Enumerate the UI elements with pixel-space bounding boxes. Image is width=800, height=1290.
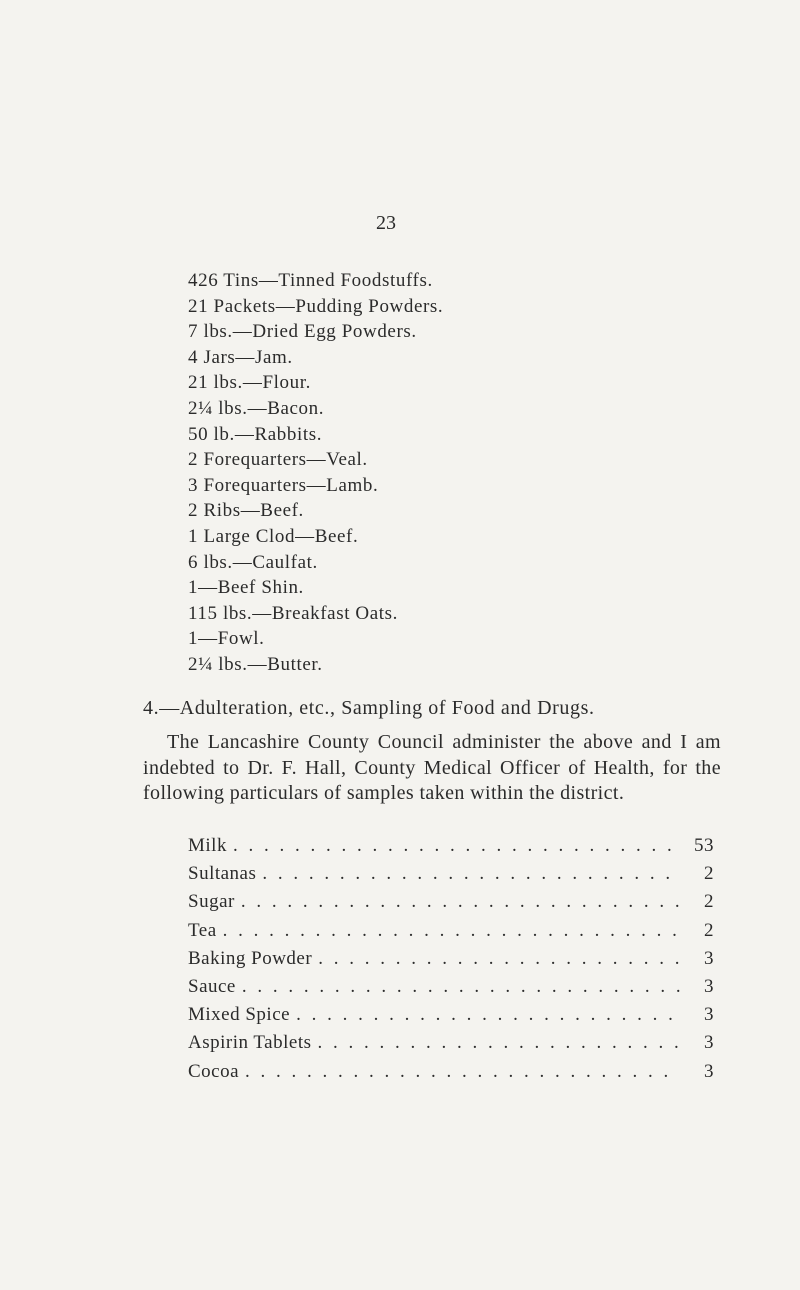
list-item: 426 Tins—Tinned Foodstuffs. — [188, 270, 433, 291]
samples-table — [188, 832, 714, 1086]
list-item: 21 lbs.—Flour. — [188, 372, 311, 394]
items-list — [188, 268, 443, 678]
sample-count: 2 — [704, 863, 714, 885]
leader-dots — [242, 973, 680, 1001]
leader-dots — [318, 1029, 680, 1057]
list-item: 115 lbs.—Breakfast Oats. — [188, 602, 398, 624]
leader-dots — [296, 1001, 680, 1029]
page-number: 23 — [376, 212, 396, 234]
leader-dots — [233, 832, 680, 860]
table-row — [188, 973, 714, 1001]
sample-count: 3 — [704, 1004, 714, 1026]
list-item: 2 Ribs—Beef. — [188, 500, 304, 522]
sample-name: Sultanas — [188, 863, 257, 885]
sample-count: 3 — [704, 975, 714, 997]
table-row — [188, 917, 714, 945]
list-item: 2 Forequarters—Veal. — [188, 449, 368, 471]
leader-dots — [262, 860, 680, 888]
sample-count: 2 — [704, 891, 714, 913]
sample-count: 3 — [704, 1032, 714, 1054]
table-row — [188, 888, 714, 916]
list-item: 1—Beef Shin. — [188, 577, 304, 599]
table-row — [188, 1058, 714, 1086]
leader-dots — [223, 917, 680, 945]
list-item: 4 Jars—Jam. — [188, 346, 293, 368]
sample-count: 2 — [704, 919, 714, 941]
sample-count: 3 — [704, 1060, 714, 1082]
sample-count: 53 — [694, 835, 714, 856]
table-row — [188, 832, 714, 860]
sample-name: Cocoa — [188, 1060, 240, 1082]
list-item: 3 Forequarters—Lamb. — [188, 474, 379, 496]
list-item: 7 lbs.—Dried Egg Powders. — [188, 321, 417, 343]
table-row — [188, 1001, 714, 1029]
sample-count: 3 — [704, 947, 714, 969]
list-item: 2¼ lbs.—Bacon. — [188, 397, 325, 419]
section-heading: 4.—Adulteration, etc., Sampling of Food and Drugs. — [143, 697, 595, 719]
sample-name: Milk — [188, 835, 227, 856]
table-row — [188, 860, 714, 888]
list-item: 50 lb.—Rabbits. — [188, 423, 323, 445]
sample-name: Sugar — [188, 891, 235, 913]
list-item: 6 lbs.—Caulfat. — [188, 551, 318, 573]
list-item: 21 Packets—Pudding Powders. — [188, 295, 444, 317]
sample-name: Mixed Spice — [188, 1004, 291, 1026]
leader-dots — [245, 1058, 680, 1086]
leader-dots — [241, 888, 680, 916]
leader-dots — [318, 945, 680, 973]
sample-name: Baking Powder — [188, 947, 313, 969]
list-item: 1—Fowl. — [188, 628, 265, 650]
body-paragraph: The Lancashire County Council administer the above and I am indebted to Dr. F. Hall, County Medical Officer of Health, for the following particulars of samples taken within the district. — [143, 731, 721, 804]
list-item: 2¼ lbs.—Butter. — [188, 653, 323, 675]
table-row — [188, 945, 714, 973]
sample-name: Aspirin Tablets — [188, 1032, 312, 1054]
sample-name: Sauce — [188, 975, 236, 997]
table-row — [188, 1029, 714, 1057]
sample-name: Tea — [188, 919, 217, 941]
list-item: 1 Large Clod—Beef. — [188, 525, 359, 547]
